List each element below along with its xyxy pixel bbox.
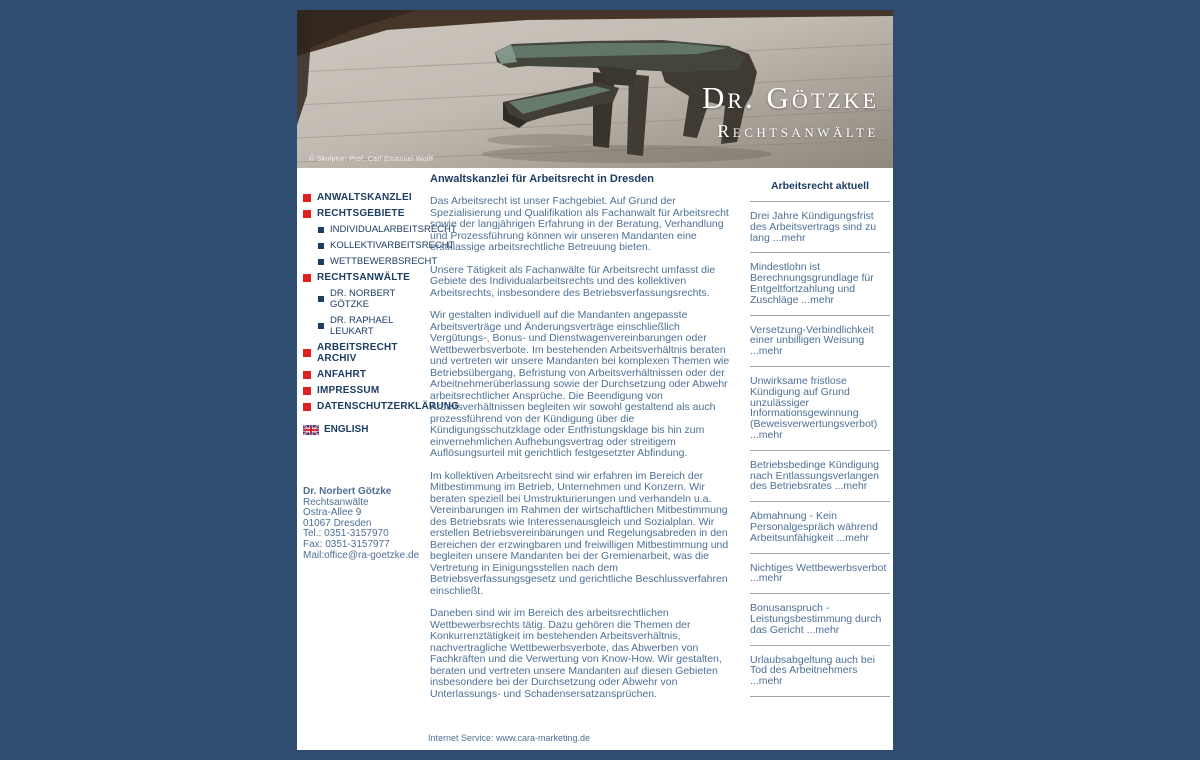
uk-flag-icon bbox=[303, 425, 319, 435]
news-item-abmahnung[interactable]: Abmahnung - Kein Personalgespräch während Arbeitsunfähigkeit ...mehr bbox=[750, 510, 878, 544]
divider bbox=[750, 593, 890, 594]
news-item-fristlose-kuendigung[interactable]: Unwirksame fristlose Kündigung auf Grund unzulässiger Informationsgewinnung (Beweisverwertungsverbot) ...mehr bbox=[750, 374, 878, 441]
content-area bbox=[297, 10, 893, 750]
bullet-icon bbox=[303, 274, 311, 282]
sidebar-item-label: WETTBEWERBSRECHT bbox=[330, 256, 438, 267]
contact-line: Rechtsanwälte bbox=[303, 496, 369, 508]
bullet-icon bbox=[303, 210, 311, 218]
contact-block bbox=[303, 487, 425, 561]
divider bbox=[750, 501, 890, 502]
divider bbox=[750, 645, 890, 646]
language-switch-english[interactable] bbox=[303, 424, 425, 435]
firm-name: Dr. Götzke bbox=[701, 80, 879, 115]
news-sidebar bbox=[750, 168, 890, 711]
sidebar-item-label: RECHTSANWÄLTE bbox=[317, 272, 410, 283]
firm-logo bbox=[702, 82, 879, 140]
header-banner bbox=[297, 10, 893, 168]
sidebar-item-label: ARBEITSRECHT ARCHIV bbox=[317, 342, 398, 364]
news-item-bonusanspruch[interactable]: Bonusanspruch - Leistungsbestimmung durch das Gericht ...mehr bbox=[750, 602, 882, 636]
sidebar-item-label: KOLLEKTIVARBEITSRECHT bbox=[330, 240, 455, 251]
kollektivrecht-paragraph: Im kollektiven Arbeitsrecht sind wir erfahren im Bereich der Mitbestimmung im Betrieb, Unternehmen und Konzern. Wir beraten speziell bei Umstrukturierungen und verhandeln u.a. Vereinbarungen im Rahmen der wirtschaftlichen Mitbestimmung des Betriebsrats wie Interessenausgleich und Sozialplan. Wir erstellen Betriebsvereinbarungen und Regelungsabreden in den Bereichen der erzwingbaren und freiwilligen Mitbestimmung und begleiten unsere Mandanten bei der Gremienarbeit, was die Vertretung in Einigungsstellen nach dem Betriebsverfassungsgesetz und gerichtliche Beschlussverfahren einschließt. bbox=[430, 469, 729, 597]
individualarbeitsrecht-paragraph: Wir gestalten individuell auf die Mandanten angepasste Arbeitsverträge und Änderungsverträge einschließlich Vergütungs-, Bonus- und Dienstwagenvereinbarungen oder Wettbewerbsverbote. Im bestehenden Arbeitsverhältnis beraten und vertreten wir unsere Mandanten bei komplexen Themen wie Betriebsübergang, Befristung von Arbeitsverhältnissen oder der Arbeitnehmerüberlassung sowie der Durchsetzung oder Abwehr arbeitsrechtlicher Ansprüche. Die Beendigung von Arbeitsverhältnissen begleiten wir sowohl gestaltend als auch prozessführend von der Kündigung über die Kündigungsschutzklage oder Entfristungsklage bis hin zum einvernehmlichen Aufhebungsvertrag oder streitigem Auflösungsurteil mit gerichtlich festgesetzter Abfindung. bbox=[430, 309, 730, 459]
sidebar-item-label: INDIVIDUALARBEITSRECHT bbox=[330, 224, 457, 235]
sidebar-item-dr-raphael-leukart[interactable] bbox=[318, 315, 425, 337]
contact-fax: Fax: 0351-3157977 bbox=[303, 538, 390, 550]
bullet-icon bbox=[303, 387, 311, 395]
language-label: ENGLISH bbox=[324, 424, 369, 435]
news-item-betriebsbedingte-kuendigung[interactable]: Betriebsbedinge Kündigung nach Entlassungsverlangen des Betriebsrates ...mehr bbox=[750, 458, 880, 493]
sidebar-item-dr-norbert-goetzke[interactable] bbox=[318, 288, 425, 310]
divider bbox=[750, 553, 890, 554]
sidebar-item-label: DR. RAPHAEL LEUKART bbox=[330, 315, 393, 337]
bullet-icon bbox=[303, 403, 311, 411]
firm-subtitle: Rechtsanwälte bbox=[717, 121, 879, 141]
news-item-urlaubsabgeltung[interactable]: Urlaubsabgeltung auch bei Tod des Arbeitnehmers ...mehr bbox=[750, 653, 875, 688]
bullet-icon bbox=[303, 194, 311, 202]
news-item-versetzung[interactable]: Versetzung-Verbindlichkeit einer unbilligen Weisung ...mehr bbox=[750, 323, 874, 358]
bullet-icon bbox=[318, 323, 324, 329]
bullet-icon bbox=[318, 243, 324, 249]
main-content bbox=[430, 168, 740, 711]
bullet-icon bbox=[318, 259, 324, 265]
divider bbox=[750, 201, 890, 202]
bullet-icon bbox=[318, 227, 324, 233]
contact-phone: Tel.: 0351-3157970 bbox=[303, 528, 389, 540]
contact-email-link[interactable]: Mail:office@ra-goetzke.de bbox=[303, 549, 420, 561]
taetigkeit-paragraph: Unsere Tätigkeit als Fachanwälte für Arbeitsrecht umfasst die Gebiete des Individualarbeitsrechts und des kollektiven Arbeitsrechts, insbesondere des Betriebsverfassungsrechts. bbox=[430, 263, 716, 299]
sidebar-item-impressum[interactable] bbox=[303, 385, 425, 396]
intro-paragraph: Das Arbeitsrecht ist unser Fachgebiet. Auf Grund der Spezialisierung und Qualifikation als Fachanwalt für Arbeitsrecht sowie der langjährigen Erfahrung in der Beratung, Verhandlung und Prozessführung können wir unseren Mandanten eine erstklassige arbeitsrechtliche Betreuung bieten. bbox=[430, 195, 729, 253]
sidebar-item-wettbewerbsrecht[interactable] bbox=[318, 256, 438, 267]
divider bbox=[750, 252, 890, 253]
sidebar-item-kollektivarbeitsrecht[interactable] bbox=[318, 240, 455, 251]
wettbewerbsrecht-paragraph: Daneben sind wir im Bereich des arbeitsrechtlichen Wettbewerbsrechts tätig. Dazu gehören die Themen der Konkurrenztätigkeit im bestehenden Arbeitsverhältnis, nachvertragliche Wettbewerbsverbote, das Abwerben von Fachkräften und die Verwertung von Know-How. Wir gestalten, beraten und vertreten unsere Mandanten auf diesen Gebieten insbesondere bei der Durchsetzung oder Abwehr von Unterlassungs- und Schadensersatzansprüchen. bbox=[430, 607, 722, 700]
news-item-wettbewerbsverbot[interactable]: Nichtiges Wettbewerbsverbot ...mehr bbox=[750, 561, 887, 585]
sidebar-item-anfahrt[interactable] bbox=[303, 369, 425, 380]
sidebar-item-label: DATENSCHUTZERKLÄRUNG bbox=[317, 401, 460, 412]
contact-street: Ostra-Allee 9 bbox=[303, 507, 362, 519]
internet-service-link[interactable]: Internet Service: www.cara-marketing.de bbox=[428, 733, 591, 743]
sidebar-item-datenschutzerklaerung[interactable] bbox=[303, 401, 460, 412]
contact-city: 01067 Dresden bbox=[303, 517, 372, 529]
sidebar-item-anwaltskanzlei[interactable] bbox=[303, 192, 425, 203]
bullet-icon bbox=[303, 349, 311, 357]
divider bbox=[750, 696, 890, 697]
news-item-kuendigungsfrist[interactable]: Drei Jahre Kündigungsfrist des Arbeitsvertrags sind zu lang ...mehr bbox=[750, 210, 877, 244]
bullet-icon bbox=[303, 371, 311, 379]
page-title: Anwaltskanzlei für Arbeitsrecht in Dresden bbox=[430, 173, 654, 185]
sidebar-nav bbox=[303, 168, 460, 711]
sidebar-item-label: DR. NORBERT GÖTZKE bbox=[330, 288, 396, 310]
sidebar-item-label: RECHTSGEBIETE bbox=[317, 208, 405, 219]
contact-name: Dr. Norbert Götzke bbox=[303, 486, 392, 497]
photo-credit: © Skulptur: Prof. Carl Emanuel Wolff bbox=[309, 156, 434, 163]
sidebar-item-label: IMPRESSUM bbox=[317, 385, 380, 396]
divider bbox=[750, 366, 890, 367]
news-heading: Arbeitsrecht aktuell bbox=[770, 180, 870, 192]
sidebar-item-rechtsgebiete[interactable] bbox=[303, 208, 425, 219]
sidebar-item-label: ANWALTSKANZLEI bbox=[317, 192, 412, 203]
sidebar-item-rechtsanwaelte[interactable] bbox=[303, 272, 425, 283]
content-columns bbox=[297, 168, 893, 711]
sidebar-item-arbeitsrecht-archiv[interactable] bbox=[303, 342, 425, 364]
news-item-mindestlohn[interactable]: Mindestlohn ist Berechnungsgrundlage für Entgeltfortzahlung und Zuschläge ...mehr bbox=[750, 261, 874, 306]
divider bbox=[750, 450, 890, 451]
sidebar-item-label: ANFAHRT bbox=[317, 369, 367, 380]
divider bbox=[750, 315, 890, 316]
bullet-icon bbox=[318, 296, 324, 302]
sidebar-item-individualarbeitsrecht[interactable] bbox=[318, 224, 457, 235]
